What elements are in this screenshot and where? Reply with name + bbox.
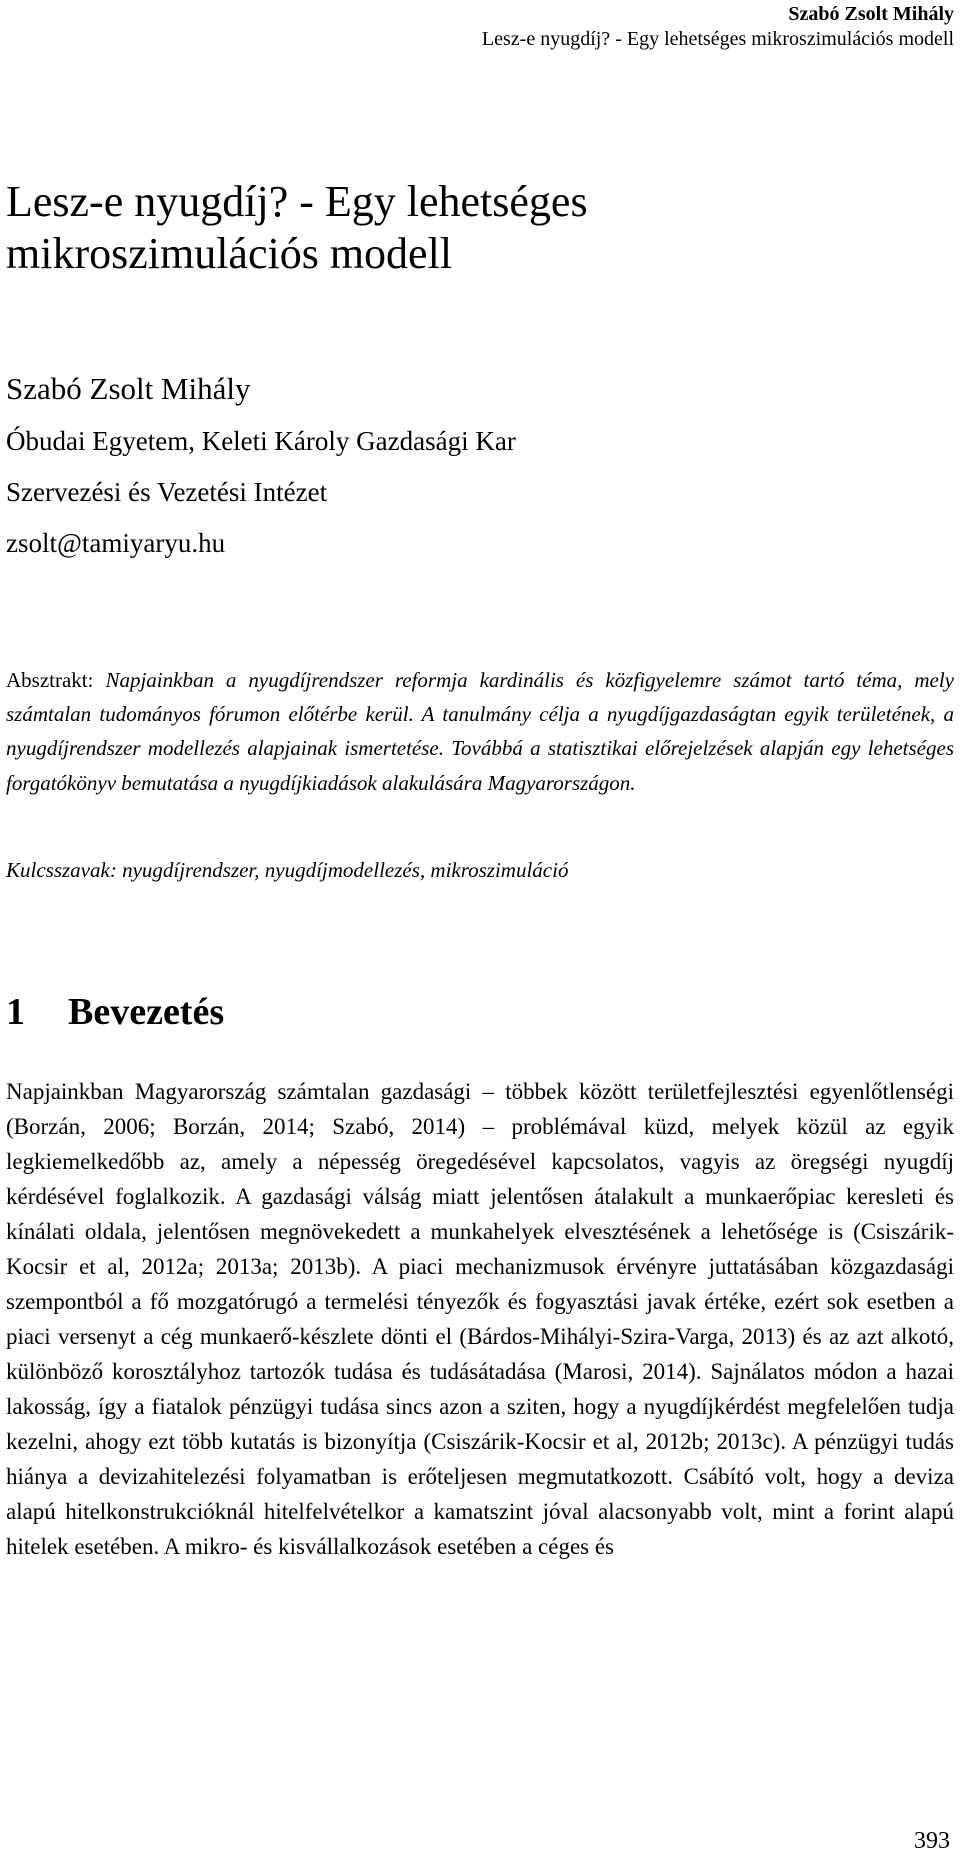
author-affiliation-university: Óbudai Egyetem, Keleti Károly Gazdasági Kar [6,426,516,456]
section-number: 1 [6,991,25,1033]
abstract-text: Napjainkban a nyugdíjrendszer reformja kardinális és közfigyelemre számot tartó téma, mely számtalan tudományos fórumon előtérbe kerül. A tanulmány célja a nyugdíjgazdaságtan egyik területének, a nyugdíjrendszer modellezés alapjainak ismertetése. Továbbá a statisztikai előrejelzések alapján egy lehetséges forgatókönyv bemutatása a nyugdíjkiadások alakulására Magyarországon. [6,668,954,795]
abstract-label: Absztrakt: [6,668,94,692]
body-paragraph: Napjainkban Magyarország számtalan gazdasági – többek között területfejlesztési egyenlőtlenségi (Borzán, 2006; Borzán, 2014; Szabó, 2014) – problémával küzd, melyek közül az egyik legkiemelkedőbb az, amely a népesség öregedésével kapcsolatos, vagyis az öregségi nyugdíj kérdésével foglalkozik. A gazdasági válság miatt jelentősen átalakult a munkaerőpiac keresleti és kínálati oldala, jelentősen megnövekedett a munkahelyek elvesztésének a lehetősége is (Csiszárik-Kocsir et al, 2012a; 2013a; 2013b). A piaci mechanizmusok érvényre juttatásában közgazdasági szempontból a fő mozgatórugó a termelési tényezők és fogyasztási javak értéke, ezért sok esetben a piaci versenyt a cég munkaerő-készlete dönti el (Bárdos-Mihályi-Szira-Varga, 2013) és az azt alkotó, különböző korosztályhoz tartozók tudása és tudásátadása (Marosi, 2014). Sajnálatos módon a hazai lakosság, így a fiatalok pénzügyi tudása sincs azon a sziten, hogy a nyugdíjkérdést megfelelően tudja kezelni, ahogy ezt több kutatás is bizonyítja (Csiszárik-Kocsir et al, 2012b; 2013c). A pénzügyi tudás hiánya a devizahitelezési folyamatban is erőteljesen megmutatkozott. Csábító volt, hogy a deviza alapú hitelkonstrukcióknál hitelfelvételkor a kamatszint jóval alacsonyabb volt, mint a forint alapú hitelek esetében. A mikro- és kisvállalkozások esetében a céges és [6,1079,954,1559]
author-name: Szabó Zsolt Mihály [6,371,251,406]
section-heading [6,990,224,1034]
running-header-author: Szabó Zsolt Mihály [788,3,954,25]
running-header [482,2,954,52]
section-title: Bevezetés [68,991,225,1033]
keywords: Kulcsszavak: nyugdíjrendszer, nyugdíjmodellezés, mikroszimuláció [6,858,569,882]
paper-title: Lesz-e nyugdíj? - Egy lehetséges mikroszimulációs modell [6,177,588,278]
author-block [6,371,516,560]
page-number: 393 [914,1828,950,1854]
author-email: zsolt@tamiyaryu.hu [6,528,226,558]
running-header-title: Lesz-e nyugdíj? - Egy lehetséges mikroszimulációs modell [481,28,954,50]
author-affiliation-institute: Szervezési és Vezetési Intézet [6,477,328,507]
abstract [6,663,954,800]
